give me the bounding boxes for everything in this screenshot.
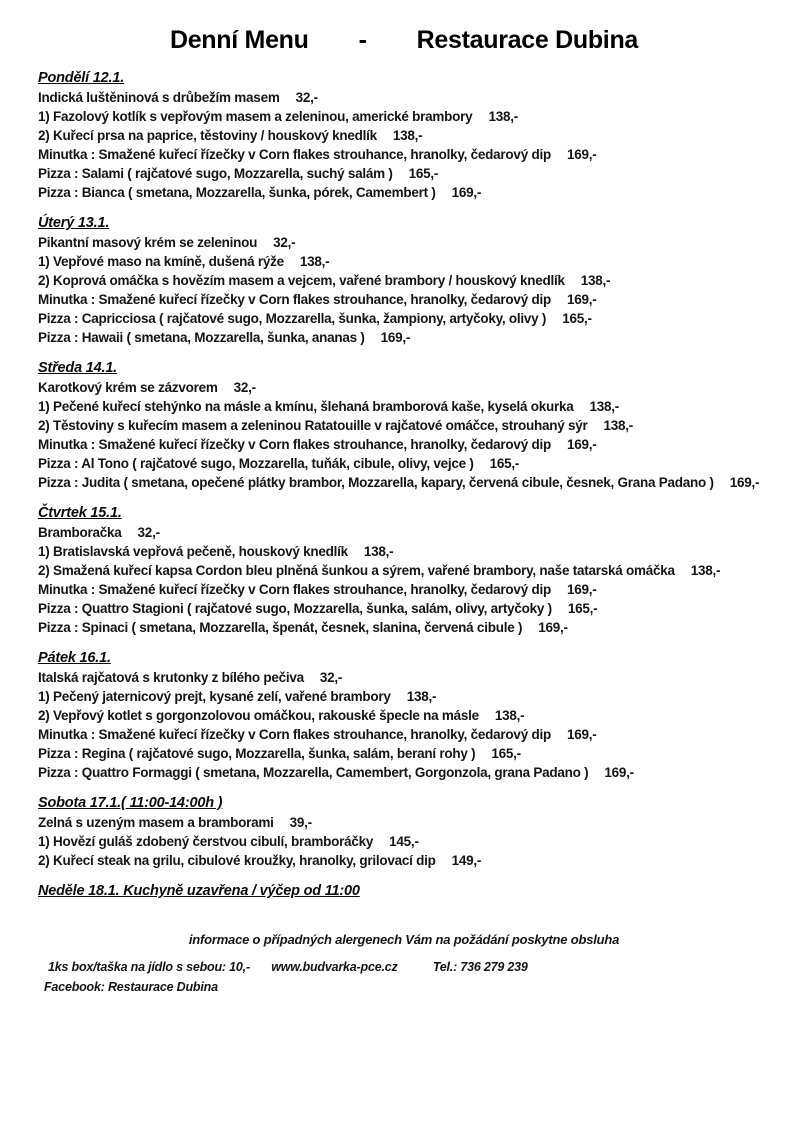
menu-item-text: 2) Koprová omáčka s hovězím masem a vejcem, vařené brambory / houskový knedlík [38,273,565,288]
menu-item-text: Italská rajčatová s krutonky z bílého pečiva [38,670,304,685]
menu-item [38,378,770,397]
menu-item [38,233,770,252]
menu-item-text: Pizza : Capricciosa ( rajčatové sugo, Mozzarella, šunka, žampiony, artyčoky, olivy ) [38,311,547,326]
menu-item-price: 165,- [408,166,439,181]
menu-item-price: 149,- [451,853,482,868]
menu-item-price: 165,- [491,746,521,761]
menu-item [38,271,770,290]
menu-item [38,309,770,328]
day-heading: Sobota 17.1.( 11:00-14:00h ) [38,795,223,811]
menu-item [38,561,770,580]
menu-item-price: 138,- [494,708,525,723]
menu-item-text: Zelná s uzeným masem a bramborami [38,815,274,830]
menu-item [38,599,770,618]
menu-item-price: 138,- [488,109,518,124]
menu-item [38,183,770,202]
menu-item-text: Minutka : Smažené kuřecí řízečky v Corn flakes strouhance, hranolky, čedarový dip [38,437,551,452]
day-heading: Pondělí 12.1. [38,70,125,86]
menu-item [38,290,770,309]
menu-item [38,813,770,832]
menu-item-text: 2) Těstoviny s kuřecím masem a zeleninou Ratatouille v rajčatové omáčce, strouhaný sýr [38,418,588,433]
menu-item-text: Pizza : Quattro Formaggi ( smetana, Mozzarella, Camembert, Gorgonzola, grana Padano ) [38,765,589,780]
menu-item-price: 169,- [729,475,760,490]
menu-item [38,164,770,183]
menu-item [38,397,770,416]
menu-item [38,580,770,599]
menu-item [38,706,770,725]
phone-number: Tel.: 736 279 239 [432,960,528,974]
menu-item-text: Minutka : Smažené kuřecí řízečky v Corn flakes strouhance, hranolky, čedarový dip [38,147,551,162]
menu-item-price: 138,- [603,418,634,433]
menu-item-text: 2) Smažená kuřecí kapsa Cordon bleu plněná šunkou a sýrem, vařené brambory, naše tatarská omáčka [38,563,675,578]
allergen-note: informace o případných alergenech Vám na požádání poskytne obsluha [188,932,620,947]
menu-item-text: 1) Hovězí guláš zdobený čerstvou cibulí, bramboráčky [38,834,374,849]
menu-item-price: 169,- [451,185,482,200]
menu-item [38,88,770,107]
menu-item [38,107,770,126]
menu-item-price: 138,- [363,544,394,559]
menu-item [38,473,770,492]
menu-item [38,851,770,870]
menu-day-section [38,359,770,492]
menu-item-text: Pizza : Spinaci ( smetana, Mozzarella, špenát, česnek, slanina, červená cibule ) [38,620,523,635]
menu-item-price: 165,- [489,456,520,471]
menu-item [38,725,770,744]
menu-item-price: 32,- [137,525,160,540]
day-heading: Neděle 18.1. Kuchyně uzavřena / výčep od 11:00 [38,883,360,899]
menu-item-price: 169,- [566,147,597,162]
menu-item-text: 1) Pečený jaternicový prejt, kysané zelí, vařené brambory [38,689,391,704]
menu-day-section [38,794,770,870]
menu-item-price: 169,- [380,330,411,345]
menu-item-price: 39,- [289,815,312,830]
menu-item-text: Pizza : Bianca ( smetana, Mozzarella, šunka, pórek, Camembert ) [38,185,436,200]
menu-item-text: Pizza : Salami ( rajčatové sugo, Mozzarella, suchý salám ) [38,166,393,181]
menu-item [38,252,770,271]
menu-item-text: Minutka : Smažené kuřecí řízečky v Corn flakes strouhance, hranolky, čedarový dip [38,727,551,742]
menu-item-text: 2) Vepřový kotlet s gorgonzolovou omáčkou, rakouské špecle na másle [38,708,479,723]
title-restaurant-name: Restaurace Dubina [416,26,639,54]
menu-item-text: 1) Vepřové maso na kmíně, dušená rýže [38,254,284,269]
menu-item-price: 138,- [392,128,423,143]
menu-item-text: 2) Kuřecí prsa na paprice, těstoviny / houskový knedlík [38,128,377,143]
menu-item [38,328,770,347]
day-heading: Čtvrtek 15.1. [38,505,122,521]
menu-item [38,454,770,473]
menu-item-price: 138,- [299,254,330,269]
menu-item-price: 169,- [566,292,597,307]
menu-item-text: Minutka : Smažené kuřecí řízečky v Corn flakes strouhance, hranolky, čedarový dip [38,292,551,307]
footer-contact-line [48,957,770,977]
menu-item-price: 138,- [589,399,620,414]
menu-days [38,69,770,901]
menu-item-text: 1) Fazolový kotlík s vepřovým masem a zeleninou, americké brambory [38,109,473,124]
menu-item [38,668,770,687]
menu-day-section [38,214,770,347]
menu-item-price: 138,- [580,273,611,288]
menu-item [38,435,770,454]
menu-item [38,618,770,637]
menu-item [38,763,770,782]
menu-item-price: 165,- [562,311,592,326]
menu-item-text: Pizza : Al Tono ( rajčatové sugo, Mozzarella, tuňák, cibule, olivy, vejce ) [38,456,474,471]
menu-day-section [38,649,770,782]
menu-item-price: 32,- [319,670,343,685]
menu-item-price: 165,- [567,601,598,616]
menu-item [38,832,770,851]
takeaway-box-note: 1ks box/taška na jídlo s sebou: 10,- [48,960,250,974]
menu-item-price: 138,- [690,563,721,578]
menu-item [38,523,770,542]
menu-item-price: 138,- [406,689,437,704]
menu-item-text: Bramboračka [38,525,122,540]
menu-day-section [38,882,770,901]
menu-item-price: 32,- [295,90,318,105]
menu-item-text: Pizza : Judita ( smetana, opečené plátky brambor, Mozzarella, kapary, červená cibule, česnek, Grana Padano ) [38,475,714,490]
menu-item-text: Minutka : Smažené kuřecí řízečky v Corn flakes strouhance, hranolky, čedarový dip [38,582,551,597]
menu-item-price: 32,- [233,380,256,395]
menu-item-price: 169,- [566,727,597,742]
menu-item [38,744,770,763]
menu-item-text: Pizza : Quattro Stagioni ( rajčatové sugo, Mozzarella, šunka, salám, olivy, artyčoky ) [38,601,552,616]
menu-item-text: 2) Kuřecí steak na grilu, cibulové kroužky, hranolky, grilovací dip [38,853,436,868]
menu-item-text: Indická luštěninová s drůbežím masem [38,90,280,105]
menu-item-price: 169,- [538,620,568,635]
menu-item [38,687,770,706]
menu-item-price: 169,- [604,765,634,780]
title-separator: - [358,26,367,54]
menu-item-text: Pizza : Hawaii ( smetana, Mozzarella, šunka, ananas ) [38,330,365,345]
document-title [38,25,770,55]
menu-item-price: 169,- [566,582,597,597]
menu-item-text: 1) Bratislavská vepřová pečeně, houskový knedlík [38,544,348,559]
menu-item-price: 145,- [389,834,419,849]
menu-item-text: Pizza : Regina ( rajčatové sugo, Mozzarella, šunka, salám, beraní rohy ) [38,746,476,761]
menu-item [38,416,770,435]
menu-day-section [38,504,770,637]
menu-item [38,145,770,164]
day-heading: Pátek 16.1. [38,650,111,666]
menu-item-text: 1) Pečené kuřecí stehýnko na másle a kmínu, šlehaná bramborová kaše, kyselá okurka [38,399,574,414]
menu-item-price: 169,- [566,437,597,452]
day-heading: Úterý 13.1. [38,215,110,231]
menu-day-section [38,69,770,202]
menu-item-price: 32,- [273,235,296,250]
menu-item [38,126,770,145]
day-heading: Středa 14.1. [38,360,118,376]
website-text: www.budvarka-pce.cz [271,960,398,974]
menu-item-text: Pikantní masový krém se zeleninou [38,235,258,250]
facebook-line: Facebook: Restaurace Dubina [44,980,218,994]
menu-item-text: Karotkový krém se zázvorem [38,380,218,395]
title-menu-label: Denní Menu [169,26,309,54]
menu-item [38,542,770,561]
